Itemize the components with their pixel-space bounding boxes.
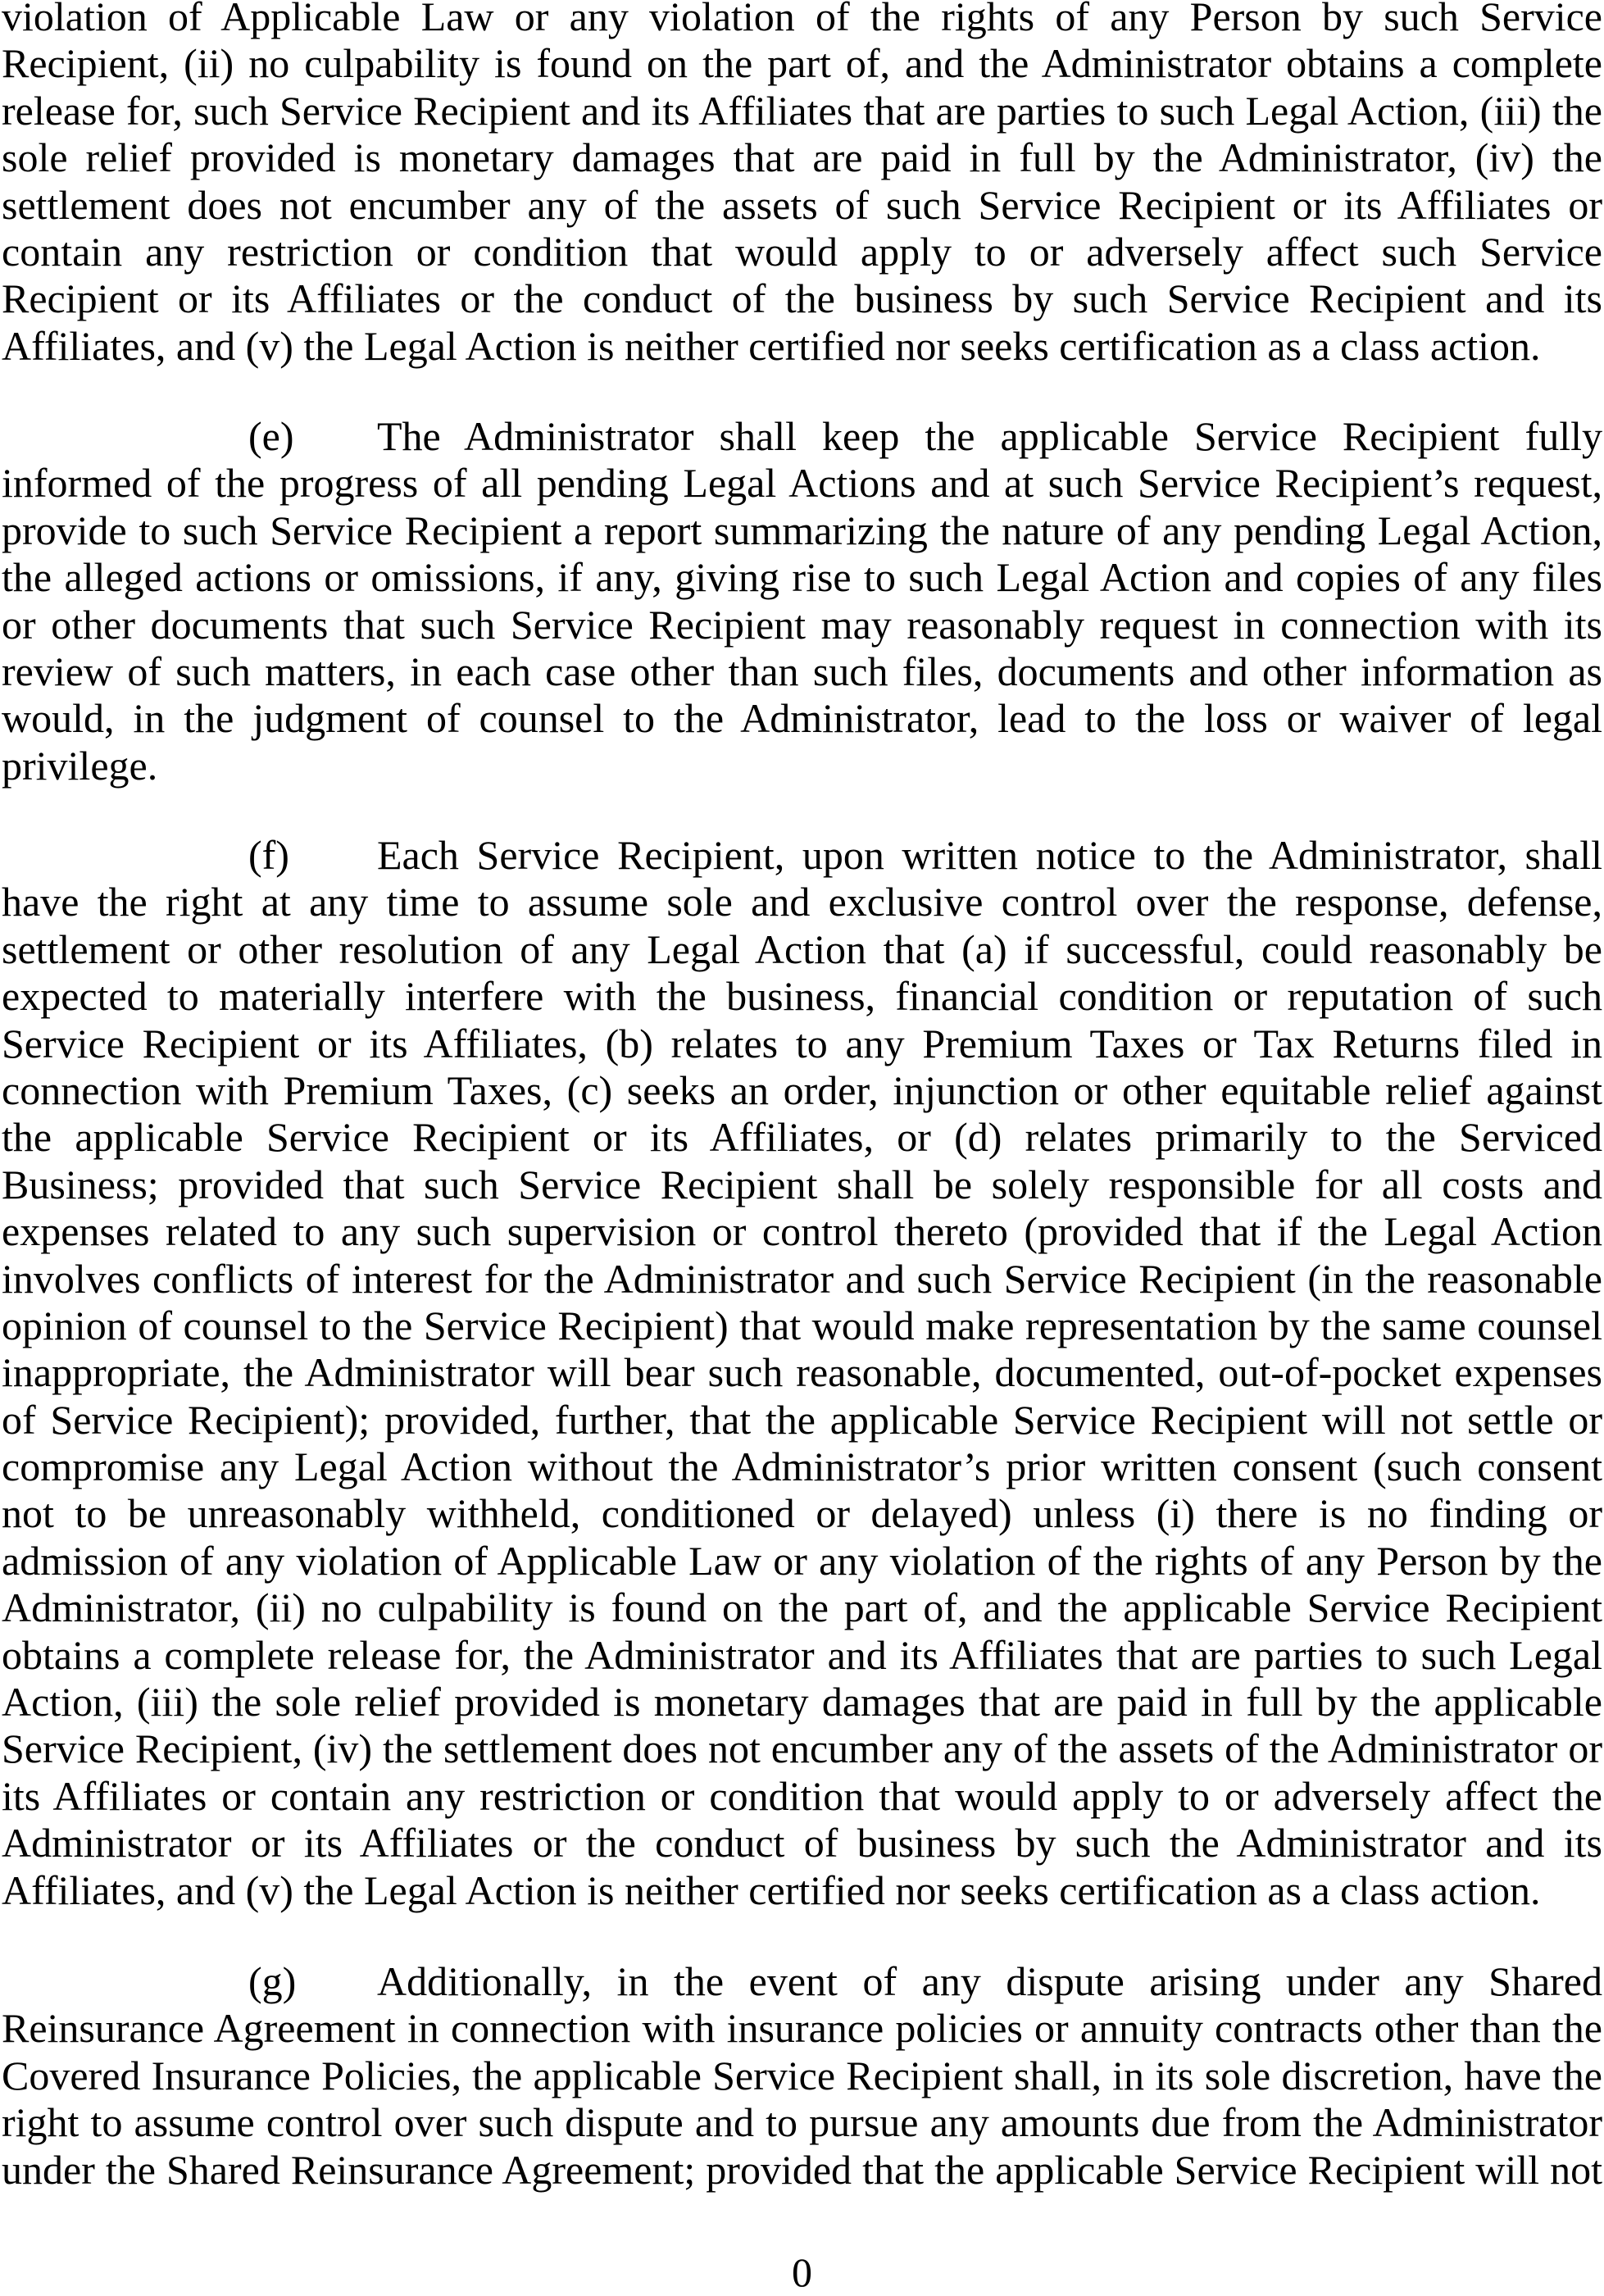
text-line: under the Shared Reinsurance Agreement; provided that the applicable Service Recipient will not — [2, 2146, 1602, 2193]
text-line: Administrator or its Affiliates or the conduct of business by such the Administrator and its — [2, 1820, 1602, 1866]
text-line: The Administrator shall keep the applicable Service Recipient fully — [377, 413, 1602, 459]
page-number: 0 — [792, 2249, 812, 2295]
text-line: compromise any Legal Action without the Administrator’s prior written consent (such consent — [2, 1444, 1602, 1490]
text-line: informed of the progress of all pending Legal Actions and at such Service Recipient’s request, — [2, 460, 1602, 507]
text-line: inappropriate, the Administrator will bear such reasonable, documented, out-of-pocket expenses — [2, 1349, 1602, 1396]
paragraph-first-line — [2, 832, 1602, 879]
text-line: expenses related to any such supervision or control thereto (provided that if the Legal Action — [2, 1208, 1602, 1255]
text-line: Service Recipient, (iv) the settlement does not encumber any of the assets of the Administrator or — [2, 1725, 1602, 1772]
text-line: involves conflicts of interest for the Administrator and such Service Recipient (in the reasonable — [2, 1255, 1602, 1302]
text-line: its Affiliates or contain any restriction or condition that would apply to or adversely affect the — [2, 1772, 1602, 1819]
paragraph-f — [2, 832, 1602, 1914]
text-line: Affiliates, and (v) the Legal Action is neither certified nor seeks certification as a class action. — [2, 1866, 1541, 1913]
paragraph-marker: (g) — [248, 1958, 297, 2004]
text-line: release for, such Service Recipient and its Affiliates that are parties to such Legal Action, (iii) the — [2, 87, 1602, 134]
text-line: sole relief provided is monetary damages that are paid in full by the Administrator, (iv) the — [2, 134, 1602, 181]
paragraph-e — [2, 413, 1602, 789]
text-line: Recipient or its Affiliates or the conduct of the business by such Service Recipient and its — [2, 275, 1602, 322]
text-line: opinion of counsel to the Service Recipient) that would make representation by the same counsel — [2, 1302, 1602, 1348]
text-line: admission of any violation of Applicable Law or any violation of the rights of any Person by the — [2, 1537, 1602, 1584]
text-line: the alleged actions or omissions, if any, giving rise to such Legal Action and copies of any files — [2, 554, 1602, 601]
text-line: connection with Premium Taxes, (c) seeks an order, injunction or other equitable relief against — [2, 1066, 1602, 1113]
text-line: Each Service Recipient, upon written notice to the Administrator, shall — [377, 832, 1602, 878]
text-line: contain any restriction or condition that would apply to or adversely affect such Service — [2, 228, 1602, 275]
text-line: privilege. — [2, 742, 158, 789]
text-line: expected to materially interfere with the business, financial condition or reputation of such — [2, 973, 1602, 1020]
text-line: settlement or other resolution of any Legal Action that (a) if successful, could reasonably be — [2, 925, 1602, 972]
text-line: of Service Recipient); provided, further, that the applicable Service Recipient will not settle or — [2, 1396, 1602, 1443]
paragraph-g — [2, 1958, 1602, 2194]
text-line: Business; provided that such Service Recipient shall be solely responsible for all costs and — [2, 1161, 1602, 1207]
text-line: Covered Insurance Policies, the applicable Service Recipient shall, in its sole discretion, have the — [2, 2052, 1602, 2098]
text-line: would, in the judgment of counsel to the Administrator, lead to the loss or waiver of legal — [2, 695, 1602, 742]
paragraph-continuation — [2, 0, 1602, 370]
text-line: have the right at any time to assume sole and exclusive control over the response, defense, — [2, 879, 1602, 925]
text-line: Affiliates, and (v) the Legal Action is neither certified nor seeks certification as a class action. — [2, 322, 1541, 369]
text-line: or other documents that such Service Recipient may reasonably request in connection with its — [2, 601, 1602, 648]
text-line: obtains a complete release for, the Administrator and its Affiliates that are parties to such Legal — [2, 1631, 1602, 1678]
text-line: review of such matters, in each case other than such files, documents and other information as — [2, 648, 1602, 694]
text-line: Administrator, (ii) no culpability is found on the part of, and the applicable Service Recipient — [2, 1584, 1602, 1631]
text-line: not to be unreasonably withheld, conditioned or delayed) unless (i) there is no finding or — [2, 1490, 1602, 1537]
text-line: Reinsurance Agreement in connection with insurance policies or annuity contracts other than the — [2, 2005, 1602, 2052]
text-line: violation of Applicable Law or any violation of the rights of any Person by such Service — [2, 0, 1602, 39]
paragraph-first-line — [2, 1958, 1602, 2005]
text-line: Service Recipient or its Affiliates, (b) relates to any Premium Taxes or Tax Returns filed in — [2, 1020, 1602, 1066]
paragraph-marker: (f) — [248, 832, 289, 878]
paragraph-marker: (e) — [248, 413, 294, 459]
text-line: Recipient, (ii) no culpability is found on the part of, and the Administrator obtains a complete — [2, 40, 1602, 87]
text-line: the applicable Service Recipient or its Affiliates, or (d) relates primarily to the Serviced — [2, 1114, 1602, 1161]
text-line: Action, (iii) the sole relief provided is monetary damages that are paid in full by the applicable — [2, 1679, 1602, 1725]
text-line: right to assume control over such dispute and to pursue any amounts due from the Administrator — [2, 2099, 1602, 2146]
text-line: Additionally, in the event of any dispute arising under any Shared — [377, 1958, 1602, 2004]
text-line: settlement does not encumber any of the assets of such Service Recipient or its Affiliates or — [2, 181, 1602, 228]
text-line: provide to such Service Recipient a report summarizing the nature of any pending Legal Action, — [2, 507, 1602, 553]
paragraph-first-line — [2, 413, 1602, 460]
